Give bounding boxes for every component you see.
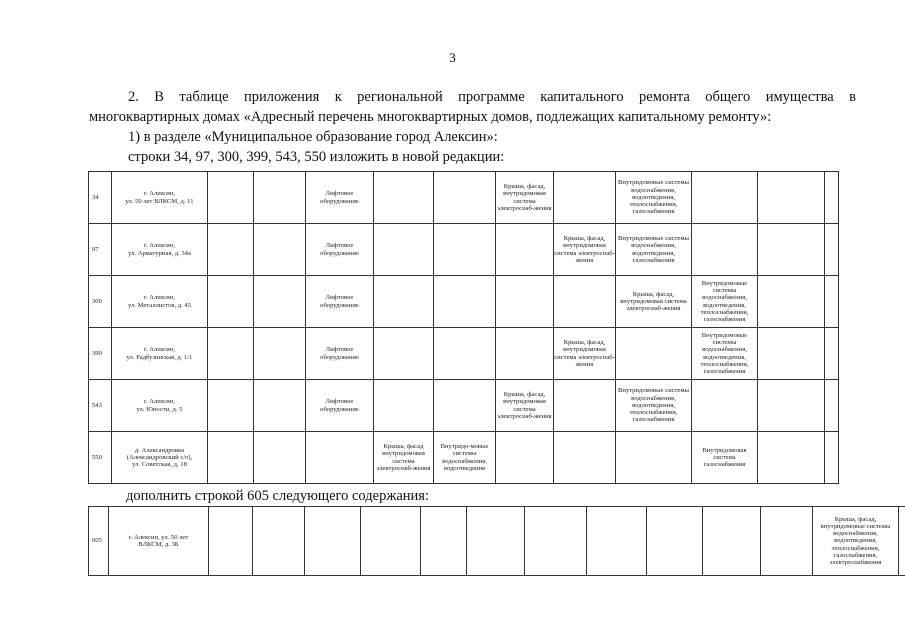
- table-cell: [616, 328, 692, 380]
- table-cell: [825, 224, 839, 276]
- table-cell: [305, 507, 361, 576]
- table-row: [89, 432, 857, 484]
- table-cell: Крыша, фасад, внутридомовая система электроснаб-жения: [554, 328, 616, 380]
- table-cell: [758, 328, 825, 380]
- table-cell: [899, 507, 905, 576]
- address-line-1: г. Алексин,: [144, 190, 175, 198]
- address-cell: [112, 432, 208, 484]
- table-cell: [434, 380, 496, 432]
- address-line-2: ВЛКСМ, д. 3Б: [138, 541, 179, 548]
- table-cell: [825, 380, 839, 432]
- table-cell: [758, 380, 825, 432]
- row-number: 605: [89, 507, 109, 576]
- table-cell: Внутридо-мовые системы водоснабжения, водоотведения: [434, 432, 496, 484]
- address-cell: [112, 328, 208, 380]
- table-cell: [496, 276, 554, 328]
- table-cell: [421, 507, 467, 576]
- table-cell: [209, 507, 253, 576]
- address-line-2: ул. Арматурная, д. 34а: [128, 249, 191, 257]
- table-cell: Лифтовое оборудование: [306, 328, 374, 380]
- table-cell: Крыша, фасад, внутридомовая система электроснаб-жения: [616, 276, 692, 328]
- table-cell: [692, 224, 758, 276]
- page-number: 3: [449, 50, 456, 65]
- table-cell: [825, 172, 839, 224]
- table-cell: [254, 380, 306, 432]
- table-row: [89, 328, 857, 380]
- table-cell: [208, 224, 254, 276]
- address-cell: [112, 224, 208, 276]
- address-line-1: г. Алексин,: [144, 294, 175, 302]
- paragraph-line-4: строки 34, 97, 300, 399, 543, 550 изложить в новой редакции:: [128, 149, 505, 165]
- table-row: [89, 224, 857, 276]
- table-cell: [758, 172, 825, 224]
- address-cell: [112, 276, 208, 328]
- address-line-1: д. Александровка (Александровский с/о),: [126, 446, 193, 461]
- table-cell: [361, 507, 421, 576]
- row-number: 97: [89, 224, 112, 276]
- table-cell: Крыша, фасад внутридомовая система электроснаб-жения: [374, 432, 434, 484]
- program-table: [88, 171, 857, 484]
- address-line-1: г. Алексин,: [144, 346, 175, 354]
- table-cell: Крыша, фасад, внутридомовые системы водоснабжения, водоотведения, теплоснабжения, газоснабжения, электроснабжения: [813, 507, 899, 576]
- address-line-2: ул. 50 лет ВЛКСМ, д. 11: [125, 197, 194, 205]
- table-cell: [825, 432, 839, 484]
- table-cell: [254, 172, 306, 224]
- table-cell: Лифтовое оборудование: [306, 224, 374, 276]
- table-cell: [496, 432, 554, 484]
- table-cell: [825, 276, 839, 328]
- table-cell: [554, 380, 616, 432]
- table-cell: [374, 276, 434, 328]
- table-cell: [525, 507, 587, 576]
- address-line-1: г. Алексин,: [144, 398, 175, 406]
- row-number: 399: [89, 328, 112, 380]
- address-line-2: ул. Юности, д. 5: [136, 405, 183, 413]
- table-cell: [208, 328, 254, 380]
- table-cell: [254, 328, 306, 380]
- table-cell: Крыша, фасад, внутридомовая система электроснаб-жения: [496, 172, 554, 224]
- table-cell: Внутридомовые системы водоснабжения, водоотведения, теплоснабжения, газоснабжения: [692, 276, 758, 328]
- table-cell: [758, 276, 825, 328]
- table-cell: [306, 432, 374, 484]
- table-cell: [374, 380, 434, 432]
- paragraph-line-5: дополнить строкой 605 следующего содержания:: [126, 488, 429, 504]
- added-row-table: [88, 506, 905, 576]
- table-cell: [434, 224, 496, 276]
- row-number: 550: [89, 432, 112, 484]
- table-cell: [374, 224, 434, 276]
- address-line-2: ул. Металлистов, д. 45: [127, 301, 192, 309]
- table-cell: [208, 380, 254, 432]
- table-cell: [703, 507, 761, 576]
- table-cell: [758, 224, 825, 276]
- table-cell: [554, 276, 616, 328]
- table-cell: [758, 432, 825, 484]
- table-cell: [434, 328, 496, 380]
- table-cell: [374, 328, 434, 380]
- address-cell: [112, 172, 208, 224]
- paragraph-line-2: многоквартирных домах «Адресный перечень многоквартирных домов, подлежащих капитальному ремонту»:: [89, 109, 772, 125]
- table-cell: [254, 276, 306, 328]
- table-cell: Лифтовое оборудование: [306, 172, 374, 224]
- address-line-1: г. Алексин,: [144, 242, 175, 250]
- table-cell: [254, 224, 306, 276]
- table-cell: Лифтовое оборудование: [306, 276, 374, 328]
- table-cell: [254, 432, 306, 484]
- table-cell: [208, 276, 254, 328]
- table-cell: [825, 328, 839, 380]
- table-cell: [434, 276, 496, 328]
- row-number: 543: [89, 380, 112, 432]
- paragraph-line-3: 1) в разделе «Муниципальное образование город Алексин»:: [128, 129, 498, 145]
- table-cell: Внутридомовые системы водоснабжения, водоотведения, теплоснабжения, газоснабжения: [616, 172, 692, 224]
- table-cell: [208, 432, 254, 484]
- table-cell: Лифтовое оборудование: [306, 380, 374, 432]
- table-cell: [616, 432, 692, 484]
- address-line-2: ул. Советская, д. 18: [132, 461, 187, 469]
- table-cell: [761, 507, 813, 576]
- address-line-2: ул. Радбузинская, д. 1/1: [126, 353, 193, 361]
- table-cell: Внутридомовые системы водоснабжения, водоотведения, теплоснабжения, газоснабжения: [692, 328, 758, 380]
- table-cell: Внутридомовая система газоснабжения: [692, 432, 758, 484]
- table-row: [89, 276, 857, 328]
- table-cell: [692, 172, 758, 224]
- table-cell: [253, 507, 305, 576]
- address-line-1: г. Алексин, ул. 50 лет: [128, 533, 189, 541]
- table-cell: [587, 507, 647, 576]
- table-cell: Внутридомовые системы водоснабжения, водоотведения, теплоснабжения, газоснабжения: [616, 380, 692, 432]
- address-cell: [112, 380, 208, 432]
- table-cell: Крыша, фасад, внутридомовая система электроснаб-жения: [554, 224, 616, 276]
- table-row: [89, 172, 857, 224]
- row-number: 34: [89, 172, 112, 224]
- row-number: 300: [89, 276, 112, 328]
- table-cell: Крыша, фасад, внутридомовая система электроснаб-жения: [496, 380, 554, 432]
- table-row: [89, 507, 905, 576]
- table-cell: [647, 507, 703, 576]
- table-cell: [374, 172, 434, 224]
- table-row: [89, 380, 857, 432]
- table-cell: [554, 172, 616, 224]
- table-cell: Внутридомовые системы водоснабжения, водоотведения, газоснабжения: [616, 224, 692, 276]
- table-cell: [434, 172, 496, 224]
- table-cell: [467, 507, 525, 576]
- address-cell: [109, 507, 209, 576]
- paragraph-line-1: 2. В таблице приложения к региональной программе капитального ремонта общего имущества в: [128, 89, 856, 105]
- table-cell: [208, 172, 254, 224]
- table-cell: [496, 328, 554, 380]
- table-cell: [496, 224, 554, 276]
- table-cell: [554, 432, 616, 484]
- table-cell: [692, 380, 758, 432]
